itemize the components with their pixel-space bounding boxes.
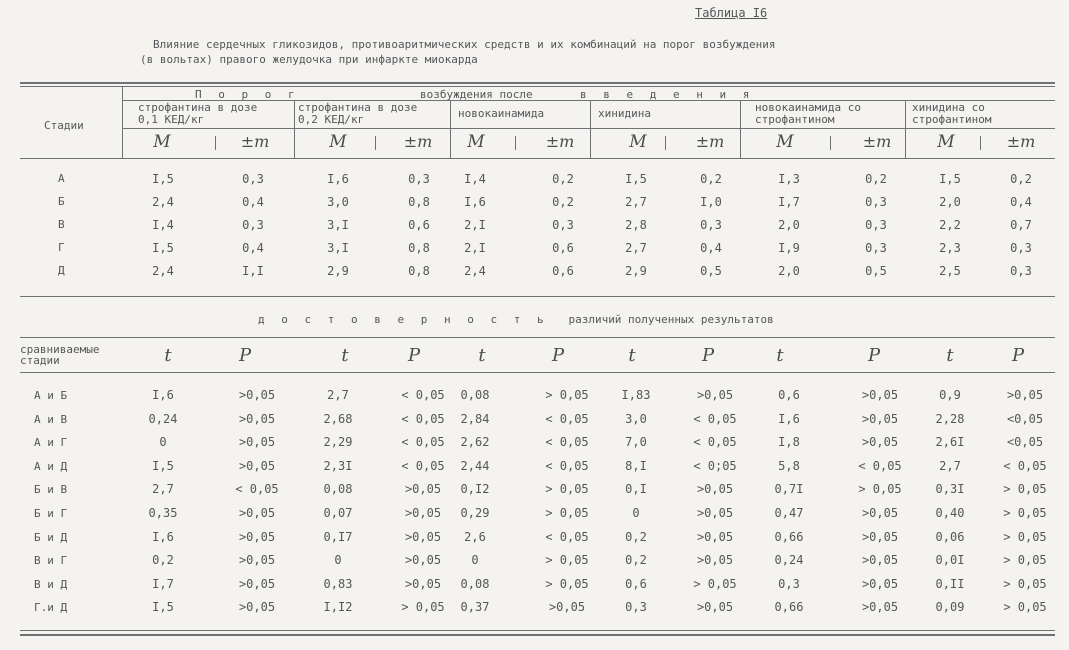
- p-value: > 0,05: [545, 577, 589, 591]
- p-value: < 0,05: [401, 388, 445, 402]
- stage-value: 2,0: [778, 264, 800, 278]
- p-value: <0,05: [1006, 435, 1044, 449]
- p-value: < 0,05: [1003, 459, 1047, 473]
- t-value: 0,2: [625, 530, 647, 544]
- bottom-rule-2: [20, 634, 1055, 636]
- mean-header: М: [937, 132, 955, 152]
- p-value: > 0,05: [1003, 506, 1047, 520]
- stage-value: 2,4: [152, 195, 174, 209]
- stage-value: I,9: [778, 241, 800, 255]
- t-value: I,6: [778, 412, 800, 426]
- t-value: 0,35: [148, 506, 178, 520]
- stage-label: А: [58, 172, 65, 185]
- stage-value: 2,7: [625, 195, 647, 209]
- bottom-rule: [20, 630, 1055, 631]
- t-value: 7,0: [625, 435, 647, 449]
- stage-value: 0,8: [408, 195, 430, 209]
- t-header: t: [628, 345, 636, 366]
- t-value: 5,8: [778, 459, 800, 473]
- stage-value: 0,3: [865, 195, 887, 209]
- stage-label: Д: [58, 264, 65, 277]
- stage-value: 2,4: [464, 264, 486, 278]
- p-value: >0,05: [238, 506, 276, 520]
- t-value: 0,I7: [323, 530, 353, 544]
- p-value: >0,05: [238, 530, 276, 544]
- stage-value: 0,5: [700, 264, 722, 278]
- table-row: [0, 459, 1069, 477]
- table-row: [0, 530, 1069, 548]
- t-value: 2,62: [460, 435, 490, 449]
- p-value: < 0,05: [545, 435, 589, 449]
- p-header: P: [701, 345, 715, 366]
- compare-pair-label: А и В: [34, 413, 68, 426]
- stage-value: 2,0: [778, 218, 800, 232]
- stage-value: 0,4: [242, 241, 264, 255]
- stage-value: 0,6: [552, 241, 574, 255]
- stage-value: 0,3: [552, 218, 574, 232]
- p-value: > 0,05: [545, 506, 589, 520]
- stage-value: 2,I: [464, 218, 486, 232]
- compare-pair-label: В и Д: [34, 578, 68, 591]
- stage-value: I,5: [625, 172, 647, 186]
- t-value: 2,29: [323, 435, 353, 449]
- error-header: ±m: [545, 132, 575, 151]
- group-header-1: строфантина в дозе 0,1 КЕД/кг: [138, 101, 258, 126]
- t-header: t: [946, 345, 954, 366]
- error-header: ±m: [403, 132, 433, 151]
- t-value: 0,I: [625, 482, 647, 496]
- p-value: < 0,05: [693, 435, 737, 449]
- t-value: 0,08: [460, 388, 490, 402]
- t-value: 0,2: [152, 553, 174, 567]
- t-value: I,6: [152, 530, 174, 544]
- p-value: < 0,05: [858, 459, 902, 473]
- header-tick: [830, 136, 831, 150]
- compare-stages-header: сравниваемые стадии: [20, 343, 100, 367]
- t-value: I,8: [778, 435, 800, 449]
- p-value: < 0,05: [401, 435, 445, 449]
- p-value: > 0,05: [693, 577, 737, 591]
- group-header-5: новокаинамида со строфантином: [755, 101, 861, 126]
- stage-value: 2,5: [939, 264, 961, 278]
- p-header: P: [238, 345, 252, 366]
- stage-value: 0,3: [700, 218, 722, 232]
- t-value: 0,09: [935, 600, 965, 614]
- stage-value: 0,3: [865, 241, 887, 255]
- caption-line-1: Влияние сердечных гликозидов, противоаритмических средств и их комбинаций на порог возбуждения: [153, 38, 776, 51]
- stage-value: 0,3: [242, 172, 264, 186]
- t-header: t: [164, 345, 172, 366]
- stage-value: 0,3: [242, 218, 264, 232]
- stage-value: I,5: [152, 172, 174, 186]
- stage-value: I,6: [464, 195, 486, 209]
- p-value: >0,05: [404, 506, 442, 520]
- table-row: [0, 218, 1069, 234]
- p-value: > 0,05: [1003, 482, 1047, 496]
- header-divider: [590, 101, 591, 158]
- threshold-header: П о р о г: [195, 88, 300, 101]
- stage-value: 2,0: [939, 195, 961, 209]
- error-header: ±m: [695, 132, 725, 151]
- t-value: 0: [471, 553, 479, 567]
- reliability-title: д о с т о в е р н о с т ь различий полученных результатов: [258, 313, 774, 326]
- t-value: 0,3I: [935, 482, 965, 496]
- table-row: [0, 195, 1069, 211]
- p-value: >0,05: [696, 388, 734, 402]
- t-value: 0,II: [935, 577, 965, 591]
- stage-value: 0,2: [552, 195, 574, 209]
- t-value: 2,28: [935, 412, 965, 426]
- group-header-2: строфантина в дозе 0,2 КЕД/кг: [298, 101, 418, 126]
- t-value: 0,06: [935, 530, 965, 544]
- p-value: >0,05: [861, 506, 899, 520]
- p-value: < 0,05: [401, 412, 445, 426]
- p-value: >0,05: [238, 600, 276, 614]
- compare-pair-label: А и Д: [34, 460, 68, 473]
- header-top-rule: [20, 82, 1055, 84]
- stage-value: 2,8: [625, 218, 647, 232]
- t-value: 0,3: [625, 600, 647, 614]
- t-value: I,6: [152, 388, 174, 402]
- stage-value: 0,6: [552, 264, 574, 278]
- header-divider: [740, 101, 741, 158]
- t-value: 2,84: [460, 412, 490, 426]
- p-value: < 0,05: [545, 412, 589, 426]
- p-value: >0,05: [238, 577, 276, 591]
- t-header: t: [341, 345, 349, 366]
- section-rule: [20, 296, 1055, 297]
- stage-value: 0,2: [552, 172, 574, 186]
- p-value: >0,05: [238, 388, 276, 402]
- p-value: >0,05: [238, 553, 276, 567]
- stage-value: 0,3: [408, 172, 430, 186]
- table-row: [0, 435, 1069, 453]
- t-value: 2,44: [460, 459, 490, 473]
- p-value: >0,05: [861, 553, 899, 567]
- t-value: I,7: [152, 577, 174, 591]
- compare-pair-label: Б и Г: [34, 507, 68, 520]
- stage-value: 0,8: [408, 241, 430, 255]
- compare-pair-label: Б и Д: [34, 531, 68, 544]
- header-divider: [294, 101, 295, 158]
- t-value: 2,7: [152, 482, 174, 496]
- t-value: 0,37: [460, 600, 490, 614]
- t-value: 0,66: [774, 530, 804, 544]
- t-value: 0,29: [460, 506, 490, 520]
- stage-label: Г: [58, 241, 65, 254]
- table-row: [0, 482, 1069, 500]
- t-value: 0,0I: [935, 553, 965, 567]
- header-sub-rule: [122, 128, 1055, 129]
- p-value: < 0;05: [693, 459, 737, 473]
- p-value: > 0,05: [1003, 530, 1047, 544]
- stage-label: В: [58, 218, 65, 231]
- p-value: >0,05: [404, 577, 442, 591]
- error-header: ±m: [1006, 132, 1036, 151]
- t-value: 0,40: [935, 506, 965, 520]
- stage-value: I,7: [778, 195, 800, 209]
- p-value: >0,05: [548, 600, 586, 614]
- p-value: > 0,05: [545, 482, 589, 496]
- stage-value: I,3: [778, 172, 800, 186]
- t-value: 0,6: [625, 577, 647, 591]
- header-bottom-rule: [20, 158, 1055, 159]
- stage-value: I,0: [700, 195, 722, 209]
- stage-value: 2,7: [625, 241, 647, 255]
- t-value: 0,7I: [774, 482, 804, 496]
- t-value: 2,6: [464, 530, 486, 544]
- p-value: > 0,05: [1003, 553, 1047, 567]
- p-value: >0,05: [404, 530, 442, 544]
- p-value: < 0,05: [545, 459, 589, 473]
- header-tick: [215, 136, 216, 150]
- p-value: < 0,05: [235, 482, 279, 496]
- caption-line-2: (в вольтах) правого желудочка при инфаркте миокарда: [140, 53, 478, 66]
- t-value: 8,I: [625, 459, 647, 473]
- t-header: t: [478, 345, 486, 366]
- t-value: 0,9: [939, 388, 961, 402]
- t-value: 0: [159, 435, 167, 449]
- stage-value: 2,9: [327, 264, 349, 278]
- p-value: < 0,05: [401, 459, 445, 473]
- t-value: 0,07: [323, 506, 353, 520]
- header-tick: [980, 136, 981, 150]
- p-value: >0,05: [696, 600, 734, 614]
- t-value: 3,0: [625, 412, 647, 426]
- t-value: 0,47: [774, 506, 804, 520]
- table-row: [0, 553, 1069, 571]
- t-value: 0,08: [460, 577, 490, 591]
- stage-value: 2,9: [625, 264, 647, 278]
- group-header-3: новокаинамида: [458, 107, 545, 120]
- stage-value: 0,2: [1010, 172, 1032, 186]
- t-value: 2,3I: [323, 459, 353, 473]
- p-value: >0,05: [696, 506, 734, 520]
- group-header-4: хинидина: [598, 107, 651, 120]
- table-row: [0, 172, 1069, 188]
- p-value: > 0,05: [545, 553, 589, 567]
- p-value: >0,05: [861, 435, 899, 449]
- group-header-6: хинидина со строфантином: [912, 101, 992, 126]
- t-value: I,5: [152, 600, 174, 614]
- stage-value: 2,4: [152, 264, 174, 278]
- stage-value: 0,3: [1010, 241, 1032, 255]
- compare-header-top-rule: [20, 337, 1055, 338]
- p-value: >0,05: [861, 388, 899, 402]
- p-value: >0,05: [696, 530, 734, 544]
- stage-value: 0,3: [865, 218, 887, 232]
- p-value: > 0,05: [1003, 577, 1047, 591]
- p-header: P: [407, 345, 421, 366]
- stage-value: 0,3: [1010, 264, 1032, 278]
- t-value: 0,I2: [460, 482, 490, 496]
- stage-value: 2,2: [939, 218, 961, 232]
- header-tick: [375, 136, 376, 150]
- p-value: > 0,05: [858, 482, 902, 496]
- t-value: I,5: [152, 459, 174, 473]
- stage-value: 0,4: [700, 241, 722, 255]
- p-value: < 0,05: [693, 412, 737, 426]
- p-value: >0,05: [238, 412, 276, 426]
- compare-pair-label: А и Г: [34, 436, 68, 449]
- p-value: >0,05: [238, 459, 276, 473]
- p-value: <0,05: [1006, 412, 1044, 426]
- stage-value: I,4: [152, 218, 174, 232]
- t-value: 0,24: [774, 553, 804, 567]
- stage-value: 2,3: [939, 241, 961, 255]
- compare-pair-label: В и Г: [34, 554, 68, 567]
- p-header: P: [867, 345, 881, 366]
- stage-value: I,6: [327, 172, 349, 186]
- stage-value: 0,2: [700, 172, 722, 186]
- stage-value: 0,6: [408, 218, 430, 232]
- table-row: [0, 577, 1069, 595]
- p-value: >0,05: [861, 530, 899, 544]
- stage-value: 0,7: [1010, 218, 1032, 232]
- introduction-header: в в е д е н и я: [580, 88, 755, 101]
- table-row: [0, 388, 1069, 406]
- stage-value: I,5: [152, 241, 174, 255]
- t-value: 2,68: [323, 412, 353, 426]
- compare-pair-label: Б и В: [34, 483, 68, 496]
- mean-header: М: [629, 132, 647, 152]
- compare-pair-label: Г.и Д: [34, 601, 68, 614]
- compare-header-bottom-rule: [20, 372, 1055, 373]
- error-header: ±m: [862, 132, 892, 151]
- stage-value: 3,0: [327, 195, 349, 209]
- stage-label: Б: [58, 195, 65, 208]
- stages-header: Стадии: [44, 119, 84, 132]
- t-value: 0,83: [323, 577, 353, 591]
- error-header: ±m: [240, 132, 270, 151]
- stage-value: 3,I: [327, 241, 349, 255]
- p-value: >0,05: [404, 553, 442, 567]
- stage-value: 0,2: [865, 172, 887, 186]
- t-value: I,83: [621, 388, 651, 402]
- t-value: 0: [632, 506, 640, 520]
- stage-value: 0,4: [242, 195, 264, 209]
- after-header: возбуждения после: [420, 88, 533, 101]
- p-value: >0,05: [861, 577, 899, 591]
- t-value: 0,6: [778, 388, 800, 402]
- p-value: >0,05: [696, 553, 734, 567]
- t-value: 2,6I: [935, 435, 965, 449]
- t-value: 2,7: [327, 388, 349, 402]
- t-value: 0,2: [625, 553, 647, 567]
- t-value: 0,24: [148, 412, 178, 426]
- p-value: >0,05: [861, 600, 899, 614]
- stage-value: 0,8: [408, 264, 430, 278]
- mean-header: М: [329, 132, 347, 152]
- p-value: >0,05: [861, 412, 899, 426]
- compare-pair-label: А и Б: [34, 389, 68, 402]
- table-row: [0, 241, 1069, 257]
- stage-value: I,5: [939, 172, 961, 186]
- p-value: > 0,05: [545, 388, 589, 402]
- t-value: 0,3: [778, 577, 800, 591]
- table-label: Таблица I6: [695, 6, 768, 20]
- mean-header: М: [776, 132, 794, 152]
- table-row: [0, 412, 1069, 430]
- table-row: [0, 600, 1069, 618]
- p-value: > 0,05: [1003, 600, 1047, 614]
- t-value: I,I2: [323, 600, 353, 614]
- stage-value: 3,I: [327, 218, 349, 232]
- p-value: < 0,05: [545, 530, 589, 544]
- t-value: 0,08: [323, 482, 353, 496]
- stage-value: 0,4: [1010, 195, 1032, 209]
- t-value: 0: [334, 553, 342, 567]
- stage-value: I,I: [242, 264, 264, 278]
- p-header: P: [551, 345, 565, 366]
- p-value: > 0,05: [401, 600, 445, 614]
- mean-header: М: [153, 132, 171, 152]
- p-value: >0,05: [1006, 388, 1044, 402]
- p-value: >0,05: [404, 482, 442, 496]
- header-top-rule-2: [20, 86, 1055, 87]
- stage-value: 0,5: [865, 264, 887, 278]
- p-value: >0,05: [238, 435, 276, 449]
- header-tick: [515, 136, 516, 150]
- stage-value: I,4: [464, 172, 486, 186]
- table-row: [0, 506, 1069, 524]
- table-row: [0, 264, 1069, 280]
- p-value: >0,05: [696, 482, 734, 496]
- stage-value: 2,I: [464, 241, 486, 255]
- p-header: P: [1011, 345, 1025, 366]
- mean-header: М: [467, 132, 485, 152]
- t-value: 0,66: [774, 600, 804, 614]
- t-header: t: [776, 345, 784, 366]
- header-divider: [122, 87, 123, 158]
- t-value: 2,7: [939, 459, 961, 473]
